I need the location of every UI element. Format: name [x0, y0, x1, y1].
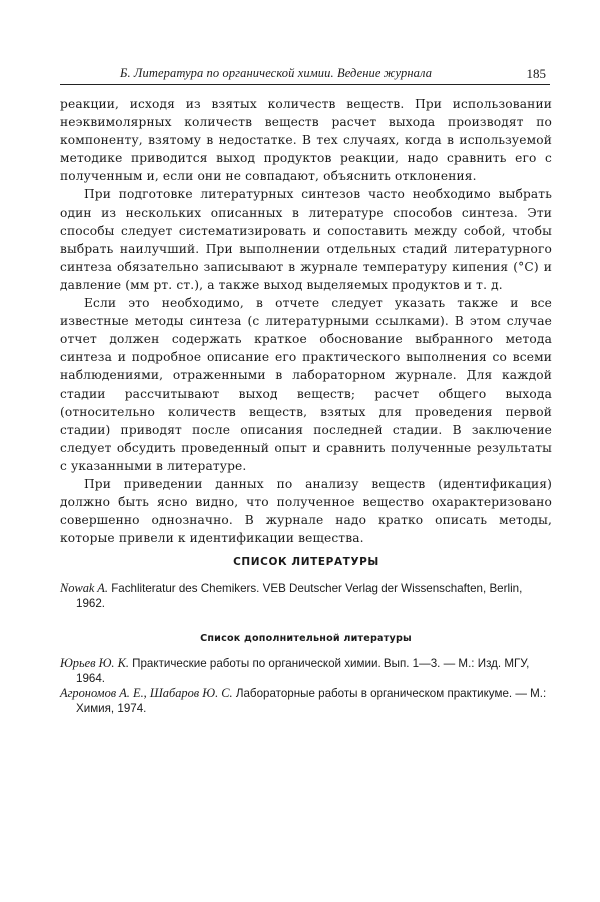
reference-author: Nowak A.	[60, 581, 108, 595]
reference-author: Юрьев Ю. К.	[60, 656, 129, 670]
paragraph: При приведении данных по анализу веществ (идентификация) должно быть ясно видно, что полученное вещество охарактеризовано совершенно однозначно. В журнале надо кратко описать методы, которые привели к идентификации вещества.	[60, 476, 552, 546]
body-text	[60, 95, 552, 547]
reference-text: Лабораторные работы в органическом практикуме. — М.: Химия, 1974.	[76, 687, 547, 715]
paragraph: Если это необходимо, в отчете следует указать также и все известные методы синтеза (с литературными ссылками). В этом случае отчет должен содержать краткое обоснование выбранного метода синтеза и подробное описание его практического выполнения со всеми наблюдениями, отраженными в лабораторном журнале. Для каждой стадии рассчитывают выход веществ; расчет общего выхода (относительно количеств веществ, взятых для проведения первой стадии) приводят после описания последней стадии. В заключение следует обсудить проведенный опыт и сравнить полученные результаты с указанными в литературе.	[60, 296, 552, 473]
reference-author: Агрономов А. Е., Шабаров Ю. С.	[60, 686, 233, 700]
page-number: 185	[526, 66, 546, 81]
additional-references-heading: Список дополнительной литературы	[200, 633, 412, 644]
additional-references-list	[60, 656, 552, 716]
reference-item	[60, 656, 552, 686]
reference-item	[60, 581, 552, 611]
paragraph: При подготовке литературных синтезов часто необходимо выбрать один из нескольких описанных в литературе способов синтеза. Эти способы следует систематизировать и сопоставить между собой, чтобы выбрать наилучший. При выполнении отдельных стадий литературного синтеза обязательно записывают в журнале температуру кипения (°С) и давление (мм рт. ст.), а также выход выделяемых продуктов и т. д.	[60, 187, 552, 292]
reference-text: Fachliteratur des Chemikers. VEB Deutscher Verlag der Wissenschaften, Berlin, 1962.	[76, 582, 523, 610]
references-list	[60, 581, 552, 611]
reference-text: Практические работы по органической химии. Вып. 1—3. — М.: Изд. МГУ, 1964.	[76, 657, 530, 685]
running-header	[60, 64, 550, 85]
paragraph-continued: реакции, исходя из взятых количеств веществ. При использовании неэквимолярных количеств веществ расчет выхода производят по компоненту, взятому в недостатке. В тех случаях, когда в используемой методике приводится выход продуктов реакции, надо сравнить его с полученным и, если они не совпадают, объяснить отклонения.	[60, 97, 552, 184]
references-heading: СПИСОК ЛИТЕРАТУРЫ	[233, 556, 379, 568]
running-header-title: Б. Литература по органической химии. Ведение журнала	[120, 66, 433, 80]
reference-item	[60, 686, 552, 716]
